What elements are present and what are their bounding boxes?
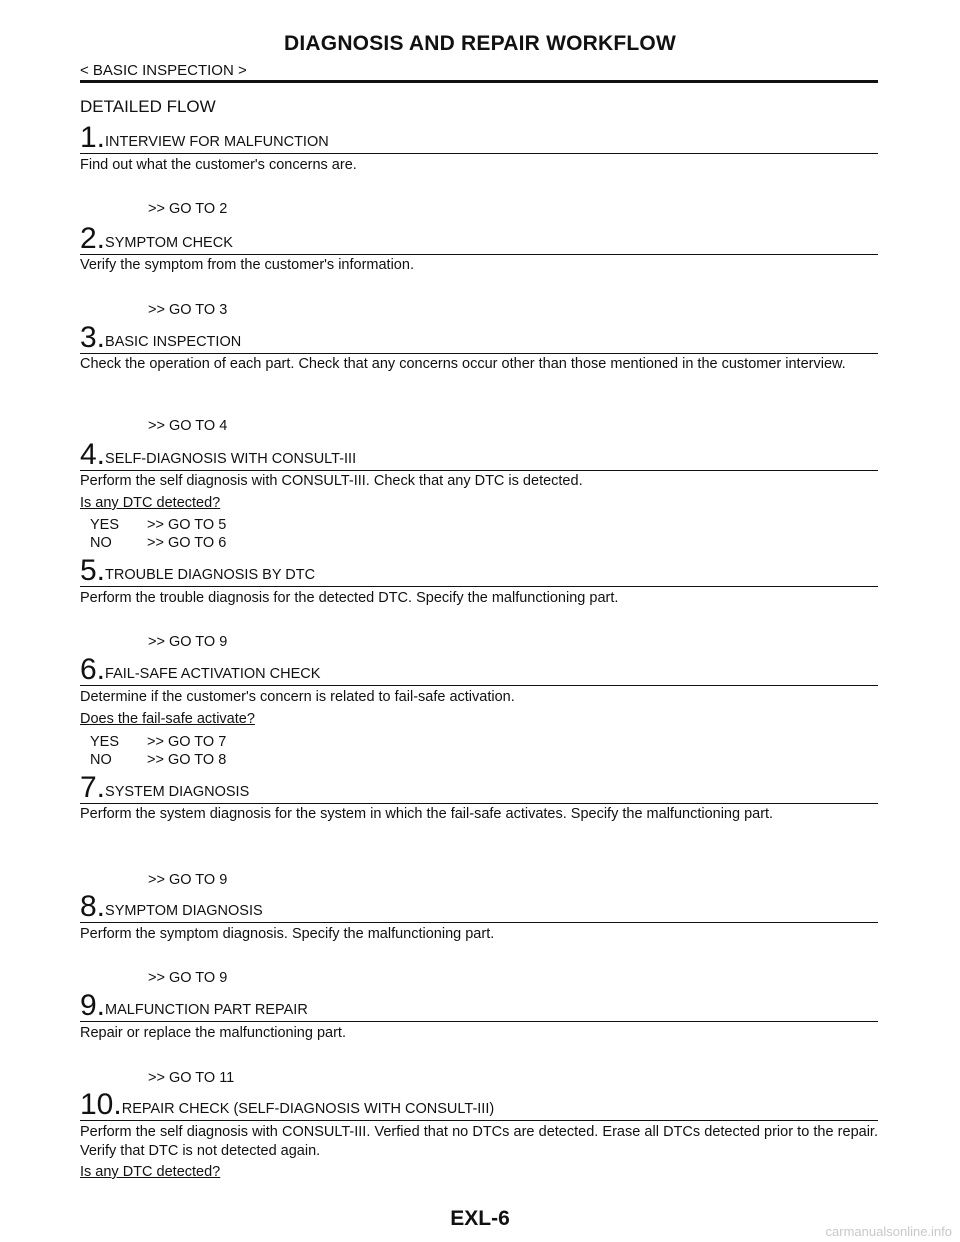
step-number: 9.: [80, 989, 106, 1022]
goto-link[interactable]: >> GO TO 6: [147, 535, 227, 551]
goto-link[interactable]: >> GO TO 9: [148, 970, 228, 986]
step-title: INTERVIEW FOR MALFUNCTION: [105, 134, 329, 150]
step-header: [80, 123, 878, 154]
step-instruction: Perform the system diagnosis for the system in which the fail-safe activates. Specify the malfunctioning part.: [80, 806, 774, 822]
page-title: DIAGNOSIS AND REPAIR WORKFLOW: [284, 32, 676, 55]
step-instruction: Repair or replace the malfunctioning part.: [80, 1025, 346, 1041]
step-header: [80, 224, 878, 255]
step-header: [80, 440, 878, 471]
step-number: 4.: [80, 438, 106, 471]
answer-key: YES: [90, 517, 120, 533]
step-header: [80, 1090, 878, 1121]
answer-key: NO: [90, 535, 112, 551]
goto-link[interactable]: >> GO TO 9: [148, 634, 228, 650]
answer-no: [90, 535, 226, 551]
step-number: 10.: [80, 1088, 122, 1121]
step-instruction: Perform the symptom diagnosis. Specify the malfunctioning part.: [80, 926, 495, 942]
goto-link[interactable]: >> GO TO 2: [148, 201, 228, 217]
decision-question: Is any DTC detected?: [80, 1164, 221, 1180]
goto-link[interactable]: >> GO TO 5: [147, 517, 227, 533]
decision-question: Does the fail-safe activate?: [80, 711, 255, 727]
section-label: < BASIC INSPECTION >: [80, 62, 247, 79]
step-header: [80, 991, 878, 1022]
answer-no: [90, 752, 226, 768]
step-number: 7.: [80, 771, 106, 804]
step-instruction: Determine if the customer's concern is related to fail-safe activation.: [80, 689, 515, 705]
step-title: SELF-DIAGNOSIS WITH CONSULT-III: [105, 451, 357, 467]
goto-link[interactable]: >> GO TO 3: [148, 302, 228, 318]
step-number: 2.: [80, 222, 106, 255]
step-number: 1.: [80, 121, 106, 154]
step-title: SYMPTOM CHECK: [105, 235, 233, 251]
step-header: [80, 773, 878, 804]
goto-link[interactable]: >> GO TO 11: [148, 1070, 235, 1086]
step-instruction: Verify the symptom from the customer's information.: [80, 257, 414, 273]
step-number: 6.: [80, 653, 106, 686]
decision-question: Is any DTC detected?: [80, 495, 221, 511]
step-title: FAIL-SAFE ACTIVATION CHECK: [105, 666, 321, 682]
goto-link[interactable]: >> GO TO 9: [148, 872, 228, 888]
step-title: TROUBLE DIAGNOSIS BY DTC: [105, 567, 316, 583]
step-instruction: Perform the trouble diagnosis for the detected DTC. Specify the malfunctioning part.: [80, 590, 619, 606]
step-instruction: Find out what the customer's concerns are.: [80, 157, 357, 173]
goto-link[interactable]: >> GO TO 7: [147, 734, 227, 750]
answer-key: NO: [90, 752, 112, 768]
step-title: REPAIR CHECK (SELF-DIAGNOSIS WITH CONSULT-III): [121, 1101, 495, 1117]
step-number: 8.: [80, 890, 106, 923]
step-number: 3.: [80, 321, 106, 354]
step-header: [80, 655, 878, 686]
step-header: [80, 892, 878, 923]
step-instruction: Perform the self diagnosis with CONSULT-III. Verfied that no DTCs are detected. Erase all DTCs detected prior to the repair. Verify that DTC is not detected again.: [80, 1124, 878, 1159]
watermark: carmanualsonline.info: [825, 1224, 952, 1239]
answer-key: YES: [90, 734, 120, 750]
header-rule: [80, 80, 878, 83]
step-number: 5.: [80, 554, 106, 587]
goto-link[interactable]: >> GO TO 8: [147, 752, 227, 768]
answer-yes: [90, 517, 226, 533]
step-title: MALFUNCTION PART REPAIR: [105, 1002, 308, 1018]
step-title: BASIC INSPECTION: [105, 334, 242, 350]
step-instruction: Perform the self diagnosis with CONSULT-III. Check that any DTC is detected.: [80, 473, 583, 489]
answer-yes: [90, 734, 226, 750]
step-header: [80, 323, 878, 354]
step-title: SYMPTOM DIAGNOSIS: [105, 903, 263, 919]
step-header: [80, 556, 878, 587]
detailed-flow-heading: DETAILED FLOW: [80, 97, 216, 116]
page-number: EXL-6: [450, 1207, 510, 1230]
step-instruction: Check the operation of each part. Check that any concerns occur other than those mentioned in the customer interview.: [80, 356, 846, 372]
step-title: SYSTEM DIAGNOSIS: [105, 784, 250, 800]
goto-link[interactable]: >> GO TO 4: [148, 418, 228, 434]
